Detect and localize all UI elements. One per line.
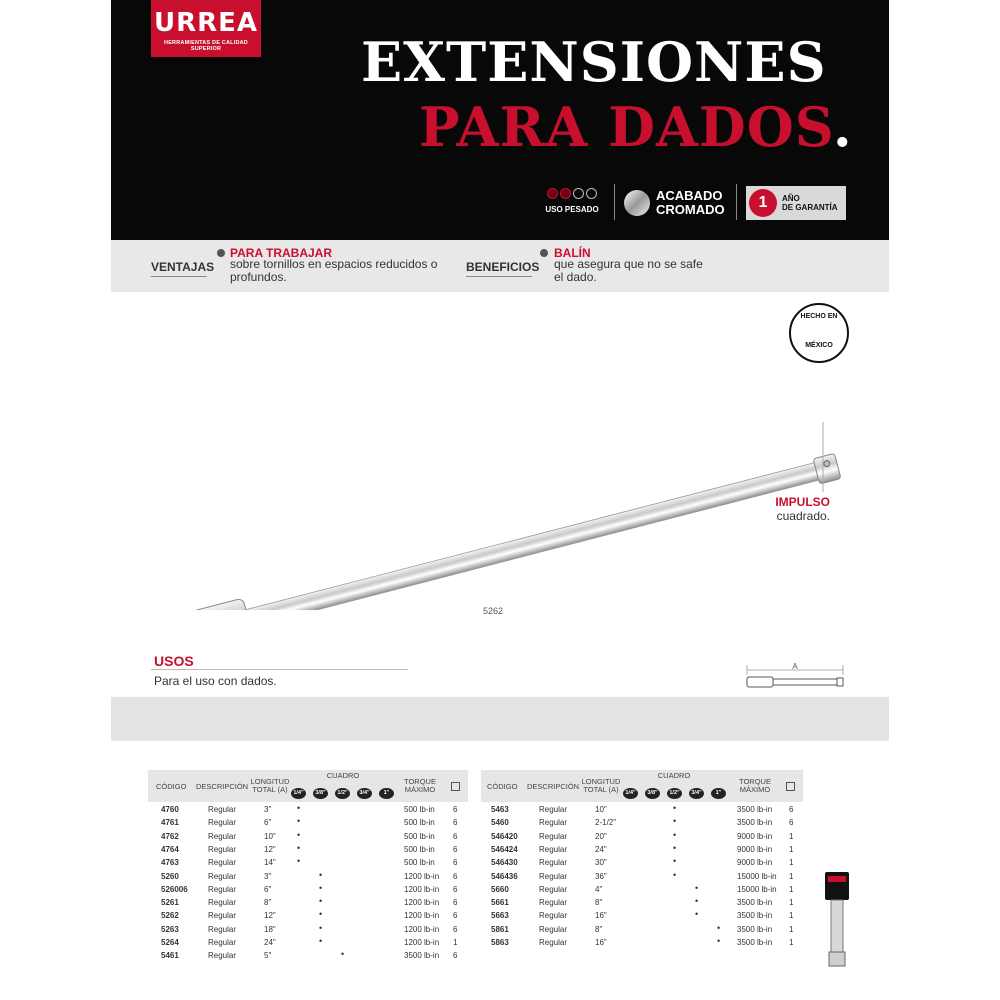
cell-torque: 3500 lb-in <box>737 898 773 908</box>
cell-codigo: 5661 <box>491 898 509 908</box>
cell-longitud: 30" <box>595 858 607 868</box>
cell-torque: 9000 lb-in <box>737 831 773 841</box>
beneficios-text <box>554 258 703 284</box>
package-qty-icon <box>786 782 795 791</box>
table-row <box>481 909 803 922</box>
cell-codigo: 5660 <box>491 884 509 894</box>
seal-bottom-text: MÉXICO <box>805 342 833 349</box>
size-dot: • <box>319 922 323 933</box>
usos-underline <box>151 669 408 670</box>
cell-longitud: 20" <box>595 831 607 841</box>
cell-longitud: 4" <box>595 884 603 894</box>
cell-cantidad: 6 <box>453 844 458 854</box>
cell-codigo: 4761 <box>161 818 179 828</box>
table-header-band <box>111 697 889 741</box>
size-dot: • <box>673 803 677 813</box>
cell-torque: 15000 lb-in <box>737 884 777 894</box>
size-dot: • <box>319 909 323 920</box>
cell-longitud: 36" <box>595 871 607 881</box>
cell-descripcion: Regular <box>208 805 237 814</box>
cell-codigo: 5260 <box>161 871 179 881</box>
cell-torque: 15000 lb-in <box>737 871 777 881</box>
table-row <box>481 843 803 856</box>
size-dot: • <box>673 829 677 840</box>
model-number: 5262 <box>483 606 504 616</box>
table-row <box>481 923 803 936</box>
cell-torque: 1200 lb-in <box>404 938 440 947</box>
col-longitud-line1: LONGITUD <box>250 777 290 786</box>
table-row <box>148 936 468 949</box>
size-dot: • <box>673 816 677 827</box>
size-dot: • <box>319 869 323 880</box>
cell-cantidad: 6 <box>453 898 458 908</box>
table-row <box>148 843 468 856</box>
cell-codigo: 5863 <box>491 938 509 947</box>
cell-descripcion: Regular <box>539 938 568 947</box>
brand-tagline: HERRAMIENTAS DE CALIDAD SUPERIOR <box>164 40 248 52</box>
col-codigo: CÓDIGO <box>487 782 518 791</box>
cell-torque: 3500 lb-in <box>737 818 773 828</box>
usos-text: Para el uso con dados. <box>154 674 277 688</box>
col-torque-line2: MÁXIMO <box>739 785 771 794</box>
cell-codigo: 5460 <box>491 818 509 828</box>
table-row <box>481 856 803 869</box>
warranty-line1: AÑO <box>782 194 800 203</box>
page-title-line1: EXTENSIONES <box>361 30 827 94</box>
cell-descripcion: Regular <box>539 898 568 908</box>
badge-divider <box>736 184 737 220</box>
col-longitud-line1: LONGITUD <box>581 777 621 786</box>
col-torque-line2: MÁXIMO <box>404 785 436 794</box>
table-row <box>481 883 803 896</box>
impulso-callout <box>771 495 830 523</box>
size-dot: • <box>319 936 323 946</box>
cell-descripcion: Regular <box>208 871 237 881</box>
table-row <box>148 870 468 883</box>
cell-codigo: 5861 <box>491 924 509 934</box>
cell-cantidad: 1 <box>789 938 794 947</box>
page-title-line2 <box>419 97 859 157</box>
chrome-finish-badge <box>624 187 754 221</box>
cell-torque: 3500 lb-in <box>737 805 773 814</box>
cell-longitud: 3" <box>264 805 272 814</box>
cell-codigo: 546424 <box>491 844 518 854</box>
table-row <box>148 803 468 816</box>
cell-cantidad: 6 <box>453 818 458 828</box>
col-longitud <box>581 778 621 794</box>
cell-torque: 3500 lb-in <box>404 951 440 961</box>
cell-cantidad: 1 <box>789 831 794 841</box>
col-torque <box>735 778 775 794</box>
cell-torque: 1200 lb-in <box>404 884 440 894</box>
cell-codigo: 5263 <box>161 924 179 934</box>
size-1-icon: 1" <box>379 788 394 799</box>
cell-torque: 1200 lb-in <box>404 871 440 881</box>
cell-longitud: 16" <box>595 911 607 921</box>
cell-codigo: 5461 <box>161 951 179 961</box>
cell-cantidad: 6 <box>453 831 458 841</box>
ventajas-underline <box>151 276 207 277</box>
cell-descripcion: Regular <box>539 805 568 814</box>
ventajas-label: VENTAJAS <box>151 260 215 274</box>
size-3-8-icon: 3/8" <box>313 788 328 799</box>
cell-torque: 500 lb-in <box>404 831 435 841</box>
cell-longitud: 6" <box>264 884 272 894</box>
cell-descripcion: Regular <box>208 938 237 947</box>
cell-codigo: 5463 <box>491 805 509 814</box>
ventajas-text-line1: sobre tornillos en espacios reducidos o <box>230 257 438 271</box>
col-cuadro: CUADRO <box>326 771 360 780</box>
cell-torque: 3500 lb-in <box>737 938 773 947</box>
cell-longitud: 24" <box>264 938 276 947</box>
size-dot: • <box>297 842 301 853</box>
cell-longitud: 12" <box>264 911 276 921</box>
table-row <box>481 870 803 883</box>
catalog-sheet <box>111 0 889 1000</box>
cell-torque: 9000 lb-in <box>737 844 773 854</box>
cell-longitud: 10" <box>264 831 276 841</box>
size-dot: • <box>297 816 301 827</box>
cell-codigo: 526006 <box>161 884 188 894</box>
table-row <box>148 883 468 896</box>
cell-cantidad: 1 <box>789 884 794 894</box>
cell-cantidad: 1 <box>789 858 794 868</box>
cell-descripcion: Regular <box>208 831 237 841</box>
size-dot: • <box>695 896 699 907</box>
size-dot: • <box>695 909 699 920</box>
cell-descripcion: Regular <box>208 898 237 908</box>
beneficios-underline <box>466 276 532 277</box>
bullet-icon <box>540 249 548 257</box>
cell-cantidad: 1 <box>789 924 794 934</box>
cell-codigo: 546430 <box>491 858 518 868</box>
cell-descripcion: Regular <box>208 858 237 868</box>
cell-codigo: 5663 <box>491 911 509 921</box>
cell-longitud: 16" <box>595 938 607 947</box>
cell-codigo: 4762 <box>161 831 179 841</box>
col-torque <box>400 778 440 794</box>
cell-codigo: 4760 <box>161 805 179 814</box>
size-1-icon: 1" <box>711 788 726 799</box>
heavy-use-label: USO PESADO <box>545 205 599 214</box>
cell-codigo: 5262 <box>161 911 179 921</box>
cell-cantidad: 6 <box>453 858 458 868</box>
impulso-heading: IMPULSO <box>775 495 830 509</box>
beneficios-text-line2: el dado. <box>554 270 597 284</box>
size-dot: • <box>297 856 301 867</box>
size-1-2-icon: 1/2" <box>667 788 682 799</box>
col-torque-line1: TORQUE <box>404 777 436 786</box>
dimension-diagram <box>743 660 853 692</box>
header-banner <box>111 0 889 240</box>
cell-descripcion: Regular <box>208 818 237 828</box>
cell-longitud: 8" <box>595 924 603 934</box>
table-row <box>148 830 468 843</box>
badge-divider <box>614 184 615 220</box>
cell-codigo: 4764 <box>161 844 179 854</box>
cell-longitud: 8" <box>595 898 603 908</box>
warranty-line2: DE GARANTÍA <box>782 203 838 212</box>
size-dot: • <box>673 842 677 853</box>
cell-codigo: 546420 <box>491 831 518 841</box>
cell-descripcion: Regular <box>208 884 237 894</box>
title-dot: . <box>832 95 853 159</box>
cell-longitud: 14" <box>264 858 276 868</box>
cell-longitud: 18" <box>264 924 276 934</box>
cell-cantidad: 6 <box>453 805 458 814</box>
dimension-label: A <box>792 662 798 671</box>
ventajas-text-line2: profundos. <box>230 270 287 284</box>
size-dot: • <box>319 896 323 907</box>
usos-heading: USOS <box>154 653 194 669</box>
cell-descripcion: Regular <box>539 858 568 868</box>
cell-torque: 1200 lb-in <box>404 898 440 908</box>
cell-torque: 3500 lb-in <box>737 911 773 921</box>
size-dot: • <box>341 949 345 960</box>
cell-descripcion: Regular <box>208 924 237 934</box>
packaged-product-image <box>823 870 851 970</box>
brand-name: URREA <box>153 8 259 38</box>
cell-codigo: 5264 <box>161 938 179 947</box>
size-dot: • <box>717 922 721 933</box>
table-row <box>148 816 468 829</box>
usage-level-icon <box>536 188 608 199</box>
size-dot: • <box>297 829 301 840</box>
cell-codigo: 5261 <box>161 898 179 908</box>
ventajas-heading: PARA TRABAJAR <box>230 246 332 260</box>
benefits-band <box>111 240 889 292</box>
col-longitud <box>250 778 290 794</box>
cell-descripcion: Regular <box>539 871 568 881</box>
size-dot: • <box>673 869 677 880</box>
col-descripcion: DESCRIPCIÓN <box>196 782 249 791</box>
cell-torque: 500 lb-in <box>404 844 435 854</box>
cell-codigo: 546436 <box>491 871 518 881</box>
extension-bar-image <box>151 380 851 610</box>
cell-cantidad: 6 <box>453 884 458 894</box>
col-descripcion: DESCRIPCIÓN <box>527 782 580 791</box>
warranty-number: 1 <box>749 189 777 217</box>
cell-descripcion: Regular <box>539 844 568 854</box>
chrome-ball-icon <box>624 190 650 216</box>
cell-descripcion: Regular <box>539 911 568 921</box>
cell-longitud: 10" <box>595 805 607 814</box>
cell-cantidad: 1 <box>453 938 458 947</box>
cell-cantidad: 1 <box>789 871 794 881</box>
chrome-line1: ACABADO <box>656 188 723 203</box>
cell-cantidad: 6 <box>789 805 794 814</box>
urrea-logo <box>151 0 261 57</box>
table-row <box>148 909 468 922</box>
col-torque-line1: TORQUE <box>739 777 771 786</box>
warranty-badge <box>746 186 846 220</box>
title-line2-text: PARA DADOS <box>419 95 833 159</box>
size-dot: • <box>717 936 721 946</box>
cell-descripcion: Regular <box>539 924 568 934</box>
size-dot: • <box>319 882 323 893</box>
table-row <box>481 803 803 816</box>
cell-longitud: 24" <box>595 844 607 854</box>
table-header <box>481 770 803 802</box>
cell-descripcion: Regular <box>208 911 237 921</box>
col-longitud-line2: TOTAL (A) <box>583 785 619 794</box>
cell-torque: 3500 lb-in <box>737 924 773 934</box>
size-dot: • <box>695 882 699 893</box>
cell-cantidad: 6 <box>453 924 458 934</box>
col-cuadro: CUADRO <box>657 771 691 780</box>
table-header <box>148 770 468 802</box>
size-3-4-icon: 3/4" <box>357 788 372 799</box>
cell-torque: 500 lb-in <box>404 818 435 828</box>
table-row <box>481 896 803 909</box>
cell-longitud: 2-1/2" <box>595 818 617 828</box>
cell-cantidad: 1 <box>789 844 794 854</box>
beneficios-text-line1: que asegura que no se safe <box>554 257 703 271</box>
chrome-line2: CROMADO <box>656 202 725 217</box>
cell-codigo: 4763 <box>161 858 179 868</box>
cell-longitud: 5" <box>264 951 272 961</box>
cell-torque: 9000 lb-in <box>737 858 773 868</box>
cell-torque: 1200 lb-in <box>404 924 440 934</box>
size-1-4-icon: 1/4" <box>291 788 306 799</box>
cell-descripcion: Regular <box>539 818 568 828</box>
heavy-use-badge <box>536 188 608 214</box>
ventajas-text <box>230 258 437 284</box>
cell-longitud: 6" <box>264 818 272 828</box>
cell-descripcion: Regular <box>539 884 568 894</box>
cell-torque: 500 lb-in <box>404 858 435 868</box>
cell-cantidad: 6 <box>453 911 458 921</box>
table-row <box>481 936 803 949</box>
table-row <box>481 816 803 829</box>
package-qty-icon <box>451 782 460 791</box>
beneficios-heading: BALÍN <box>554 246 591 260</box>
feature-badges <box>536 184 856 224</box>
table-row <box>148 949 468 962</box>
table-row <box>148 896 468 909</box>
seal-top-text: HECHO EN <box>800 313 838 320</box>
size-1-2-icon: 1/2" <box>335 788 350 799</box>
cell-descripcion: Regular <box>208 844 237 854</box>
cell-longitud: 8" <box>264 898 272 908</box>
cell-cantidad: 1 <box>789 911 794 921</box>
cell-longitud: 3" <box>264 871 272 881</box>
cell-descripcion: Regular <box>539 831 568 841</box>
impulso-text: cuadrado. <box>776 509 830 523</box>
cell-torque: 500 lb-in <box>404 805 435 814</box>
cell-torque: 1200 lb-in <box>404 911 440 921</box>
cell-descripcion: Regular <box>208 951 237 961</box>
cell-longitud: 12" <box>264 844 276 854</box>
col-codigo: CÓDIGO <box>156 782 187 791</box>
size-3-4-icon: 3/4" <box>689 788 704 799</box>
cell-cantidad: 6 <box>789 818 794 828</box>
bullet-icon <box>217 249 225 257</box>
size-dot: • <box>297 803 301 813</box>
size-3-8-icon: 3/8" <box>645 788 660 799</box>
table-row <box>148 923 468 936</box>
table-row <box>148 856 468 869</box>
table-row <box>481 830 803 843</box>
cell-cantidad: 1 <box>789 898 794 908</box>
cell-cantidad: 6 <box>453 951 458 961</box>
size-1-4-icon: 1/4" <box>623 788 638 799</box>
beneficios-label: BENEFICIOS <box>466 260 540 274</box>
cell-cantidad: 6 <box>453 871 458 881</box>
col-longitud-line2: TOTAL (A) <box>252 785 288 794</box>
size-dot: • <box>673 856 677 867</box>
made-in-mexico-seal <box>789 303 849 363</box>
